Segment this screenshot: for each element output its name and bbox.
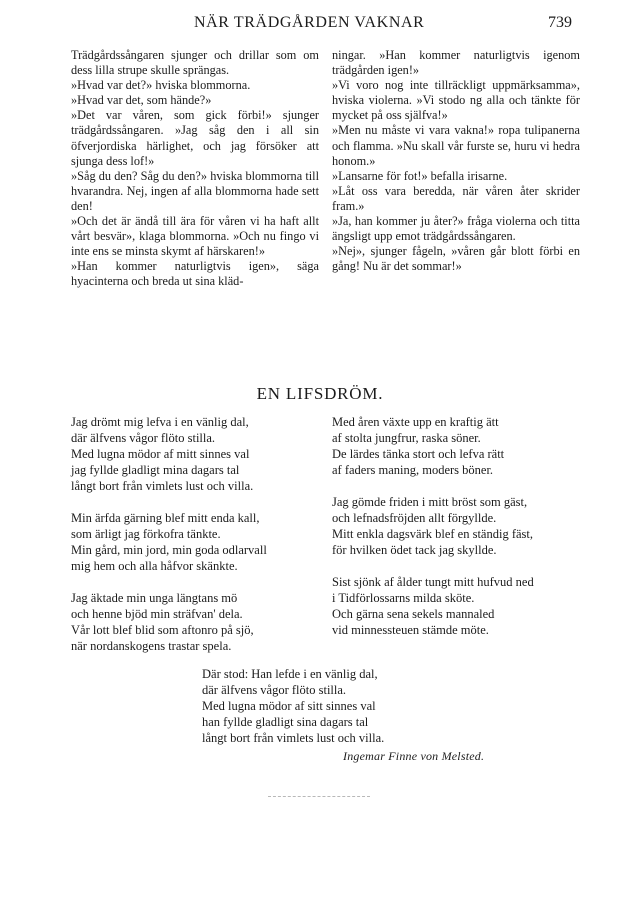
poem-line: långt bort från vimlets lust och villa. xyxy=(71,479,254,493)
prose-paragraph: »Och det är ändå till ära för våren vi ha haft allt vårt besvär», klaga blommorna. »Och nu fingo vi inte ens se minsta skymt af härskaren!» xyxy=(71,214,319,259)
poem-line: och henne bjöd min sträfvan' dela. xyxy=(71,607,243,621)
poem-line: vid minnessteuen stämde möte. xyxy=(332,623,489,637)
poem-line: Vår lott blef blid som aftonro på sjö, xyxy=(71,623,254,637)
poem-stanza xyxy=(332,414,592,478)
poem-line: Med åren växte upp en kraftig ätt xyxy=(332,415,499,429)
poem-line: Mitt enkla dagsvärk blef en ständig fäst, xyxy=(332,527,533,541)
poem-line: Jag drömt mig lefva i en vänlig dal, xyxy=(71,415,249,429)
poem-left-column xyxy=(71,414,321,670)
poem-stanza xyxy=(332,494,592,558)
poem-line: som ärligt jag förkofra tänkte. xyxy=(71,527,221,541)
poem-line: Med lugna mödor af mitt sinnes val xyxy=(71,447,250,461)
author-signature: Ingemar Finne von Melsted. xyxy=(343,749,485,763)
prose-paragraph: »Vi voro nog inte tillräckligt uppmärksamma», hviska violerna. »Vi stodo ng alla och tänkte för mycket på oss själfva!» xyxy=(332,78,580,123)
poem-line: för hvilken ödet tack jag skyllde. xyxy=(332,543,497,557)
poem-line: långt bort från vimlets lust och villa. xyxy=(202,731,385,745)
prose-paragraph: »Det var våren, som gick förbi!» sjunger trädgårdssångaren. »Jag såg den i all sin öfverjordiska härlighet, och jag försöker att sjunga dess lof!» xyxy=(71,108,319,168)
poem-line: af faders maning, moders böner. xyxy=(332,463,494,477)
end-divider xyxy=(268,796,370,797)
running-head: NÄR TRÄDGÅRDEN VAKNAR xyxy=(194,14,425,31)
prose-right-column xyxy=(332,48,580,274)
poem-line: och lefnadsfröjden allt förgyllde. xyxy=(332,511,497,525)
page-number: 739 xyxy=(548,14,572,31)
poem-line: Där stod: Han lefde i en vänlig dal, xyxy=(202,667,378,681)
poem-line: De lärdes tänka stort och lefva rätt xyxy=(332,447,505,461)
prose-paragraph: »Men nu måste vi vara vakna!» ropa tulipanerna och flamma. »Nu skall vår furste se, huru vi hedra honom.» xyxy=(332,123,580,168)
poem-right-column xyxy=(332,414,592,654)
poem-stanza xyxy=(332,574,592,638)
poem-line: där älfvens vågor flöto stilla. xyxy=(71,431,216,445)
poem-stanza xyxy=(71,414,321,494)
poem-line: Sist sjönk af ålder tungt mitt hufvud ned xyxy=(332,575,534,589)
poem-line: mig hem och alla håfvor skänkte. xyxy=(71,559,238,573)
poem-line: Och gärna sena sekels mannaled xyxy=(332,607,495,621)
prose-paragraph: »Låt oss vara beredda, när våren åter skrider fram.» xyxy=(332,183,580,213)
prose-paragraph: »Hvad var det, som hände?» xyxy=(71,93,212,108)
poem-line: af stolta jungfrur, raska söner. xyxy=(332,431,481,445)
prose-paragraph: »Hvad var det?» hviska blommorna. xyxy=(71,78,251,93)
prose-paragraph: Trädgårdssångaren sjunger och drillar som om dess lilla strupe skulle sprängas. xyxy=(71,48,319,78)
poem-line: Min gård, min jord, min goda odlarvall xyxy=(71,543,267,557)
prose-paragraph: »Lansarne för fot!» befalla irisarne. xyxy=(332,168,508,183)
poem-line: i Tidförlossarns milda sköte. xyxy=(332,591,475,605)
poem-title: EN LIFSDRÖM. xyxy=(256,384,384,403)
prose-paragraph: ningar. »Han kommer naturligtvis igenom trädgården igen!» xyxy=(332,48,580,78)
prose-paragraph: »Såg du den? Såg du den?» hviska blommorna till hvarandra. Nej, ingen af alla blommorna hade sett den! xyxy=(71,168,319,213)
poem-stanza xyxy=(71,590,321,654)
poem-line: Min ärfda gärning blef mitt enda kall, xyxy=(71,511,260,525)
prose-paragraph: »Ja, han kommer ju åter?» fråga violerna och titta ängsligt upp emot trädgårdssångaren. xyxy=(332,214,580,244)
poem-stanza xyxy=(71,510,321,574)
poem-line: Med lugna mödor af sitt sinnes val xyxy=(202,699,376,713)
prose-left-column xyxy=(71,48,319,290)
poem-line: Jag äktade min unga längtans mö xyxy=(71,591,238,605)
poem-line: Jag gömde friden i mitt bröst som gäst, xyxy=(332,495,528,509)
poem-line: han fyllde gladligt sina dagars tal xyxy=(202,715,369,729)
poem-line: jag fyllde gladligt mina dagars tal xyxy=(71,463,240,477)
poem-final-stanza xyxy=(202,666,502,746)
prose-paragraph: »Han kommer naturligtvis igen», säga hyacinterna och breda ut sina kläd- xyxy=(71,259,319,289)
poem-line: när nordanskogens trastar spela. xyxy=(71,639,232,653)
poem-line: där älfvens vågor flöto stilla. xyxy=(202,683,347,697)
prose-paragraph: »Nej», sjunger fågeln, »våren går blott förbi en gång! Nu är det sommar!» xyxy=(332,244,580,274)
